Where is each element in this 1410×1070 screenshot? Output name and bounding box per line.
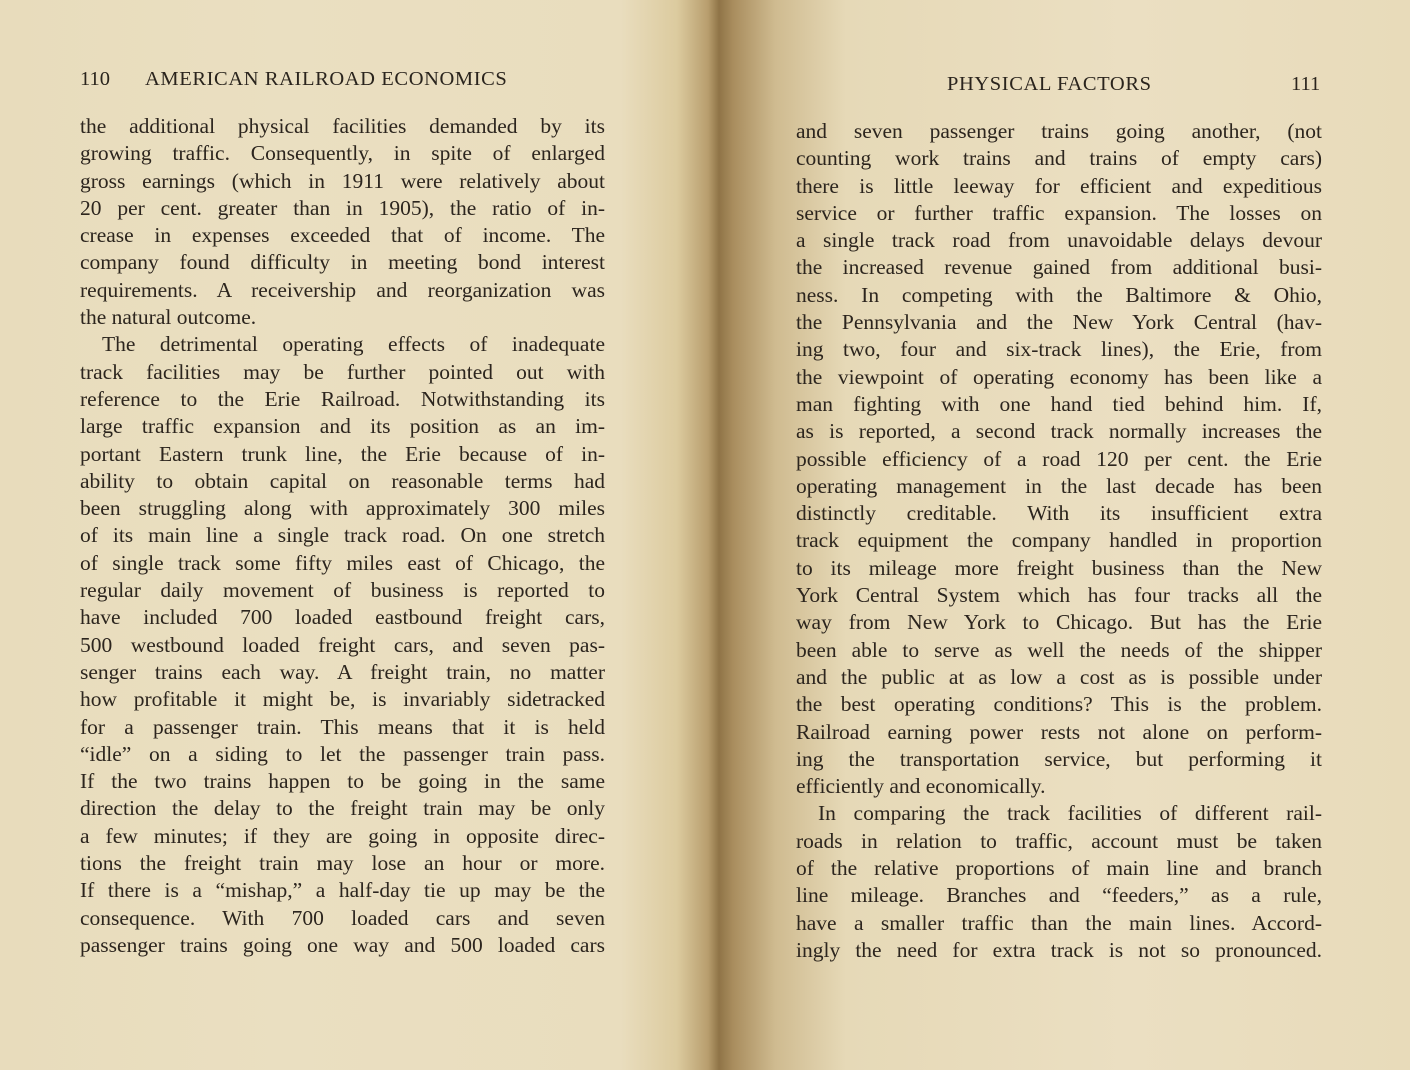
text-line: “idle” on a siding to let the passenger train pass. <box>80 741 605 766</box>
text-line: of single track some fifty miles east of Chicago, the <box>80 550 605 575</box>
text-line: there is little leeway for efficient and expeditious <box>796 173 1322 198</box>
text-line: If the two trains happen to be going in the same <box>80 769 605 794</box>
text-line: to its mileage more freight business than the New <box>796 555 1322 580</box>
text-line: requirements. A receivership and reorganization was <box>80 277 605 302</box>
text-line: of its main line a single track road. On one stretch <box>80 523 605 548</box>
text-line: consequence. With 700 loaded cars and seven <box>80 905 605 930</box>
text-line: possible efficiency of a road 120 per cent. the Erie <box>796 446 1322 471</box>
left-page-number: 110 <box>80 68 110 90</box>
paragraph-first-line: In comparing the track facilities of different rail- <box>818 801 1322 826</box>
paragraph-first-line: The detrimental operating effects of inadequate <box>102 332 605 357</box>
right-page-number: 111 <box>1291 73 1321 95</box>
text-line: York Central System which has four tracks all the <box>796 583 1322 608</box>
text-line: line mileage. Branches and “feeders,” as a rule, <box>796 883 1322 908</box>
text-line: tions the freight train may lose an hour or more. <box>80 851 605 876</box>
left-page <box>0 0 700 1070</box>
text-line: distinctly creditable. With its insufficient extra <box>796 501 1322 526</box>
text-line: the additional physical facilities demanded by its <box>80 114 605 138</box>
text-line: the natural outcome. <box>80 305 257 330</box>
text-line: the Pennsylvania and the New York Central (hav- <box>796 310 1322 335</box>
text-line: and the public at as low a cost as is possible under <box>796 664 1322 689</box>
text-line: the increased revenue gained from additional busi- <box>796 255 1322 280</box>
text-line: have a smaller traffic than the main lines. Accord- <box>796 910 1322 935</box>
text-line: ing two, four and six-track lines), the Erie, from <box>796 337 1322 362</box>
text-line: growing traffic. Consequently, in spite of enlarged <box>80 141 605 166</box>
text-line: way from New York to Chicago. But has the Erie <box>796 610 1322 635</box>
text-line: counting work trains and trains of empty cars) <box>796 146 1322 171</box>
left-page-body <box>80 113 605 959</box>
text-line: service or further traffic expansion. The losses on <box>796 200 1322 225</box>
text-line: track equipment the company handled in proportion <box>796 528 1322 553</box>
text-line: 500 westbound loaded freight cars, and seven pas- <box>80 632 605 657</box>
right-page <box>712 0 1410 1070</box>
text-line: senger trains each way. A freight train, no matter <box>80 659 605 684</box>
text-line: efficiently and economically. <box>796 774 1046 799</box>
text-line: ability to obtain capital on reasonable terms had <box>80 468 605 493</box>
text-line: of the relative proportions of main line and branch <box>796 856 1322 881</box>
text-line: man fighting with one hand tied behind him. If, <box>796 391 1322 416</box>
text-line: gross earnings (which in 1911 were relatively about <box>80 168 605 193</box>
text-line: ing the transportation service, but performing it <box>796 746 1322 771</box>
text-line: If there is a “mishap,” a half-day tie up may be the <box>80 878 605 903</box>
text-line: have included 700 loaded eastbound freight cars, <box>80 605 605 630</box>
text-line: ingly the need for extra track is not so pronounced. <box>796 937 1322 962</box>
text-line: a few minutes; if they are going in opposite direc- <box>80 823 605 848</box>
text-line: as is reported, a second track normally increases the <box>796 419 1322 444</box>
text-line: crease in expenses exceeded that of income. The <box>80 223 605 248</box>
text-line: direction the delay to the freight train may be only <box>80 796 605 821</box>
text-line: company found difficulty in meeting bond interest <box>80 250 605 275</box>
text-line: portant Eastern trunk line, the Erie because of in- <box>80 441 605 466</box>
text-line: regular daily movement of business is reported to <box>80 578 605 603</box>
right-page-body <box>796 118 1322 964</box>
text-line: for a passenger train. This means that it is held <box>80 714 605 739</box>
text-line: Railroad earning power rests not alone on perform- <box>796 719 1322 744</box>
text-line: how profitable it might be, is invariably sidetracked <box>80 687 605 712</box>
text-line: been able to serve as well the needs of the shipper <box>796 637 1322 662</box>
text-line: passenger trains going one way and 500 loaded cars <box>80 932 605 957</box>
text-line: a single track road from unavoidable delays devour <box>796 228 1322 253</box>
text-line: been struggling along with approximately 300 miles <box>80 496 605 521</box>
text-line: the viewpoint of operating economy has been like a <box>796 364 1322 389</box>
text-line: and seven passenger trains going another, (not <box>796 119 1322 143</box>
text-line: 20 per cent. greater than in 1905), the ratio of in- <box>80 195 605 220</box>
left-running-head: AMERICAN RAILROAD ECONOMICS <box>145 68 508 90</box>
text-line: roads in relation to traffic, account must be taken <box>796 828 1322 853</box>
text-line: reference to the Erie Railroad. Notwithstanding its <box>80 386 605 411</box>
text-line: operating management in the last decade has been <box>796 473 1322 498</box>
text-line: track facilities may be further pointed out with <box>80 359 605 384</box>
text-line: ness. In competing with the Baltimore & Ohio, <box>796 282 1322 307</box>
text-line: the best operating conditions? This is the problem. <box>796 692 1322 717</box>
right-running-head: PHYSICAL FACTORS <box>947 73 1152 95</box>
text-line: large traffic expansion and its position as an im- <box>80 414 605 439</box>
